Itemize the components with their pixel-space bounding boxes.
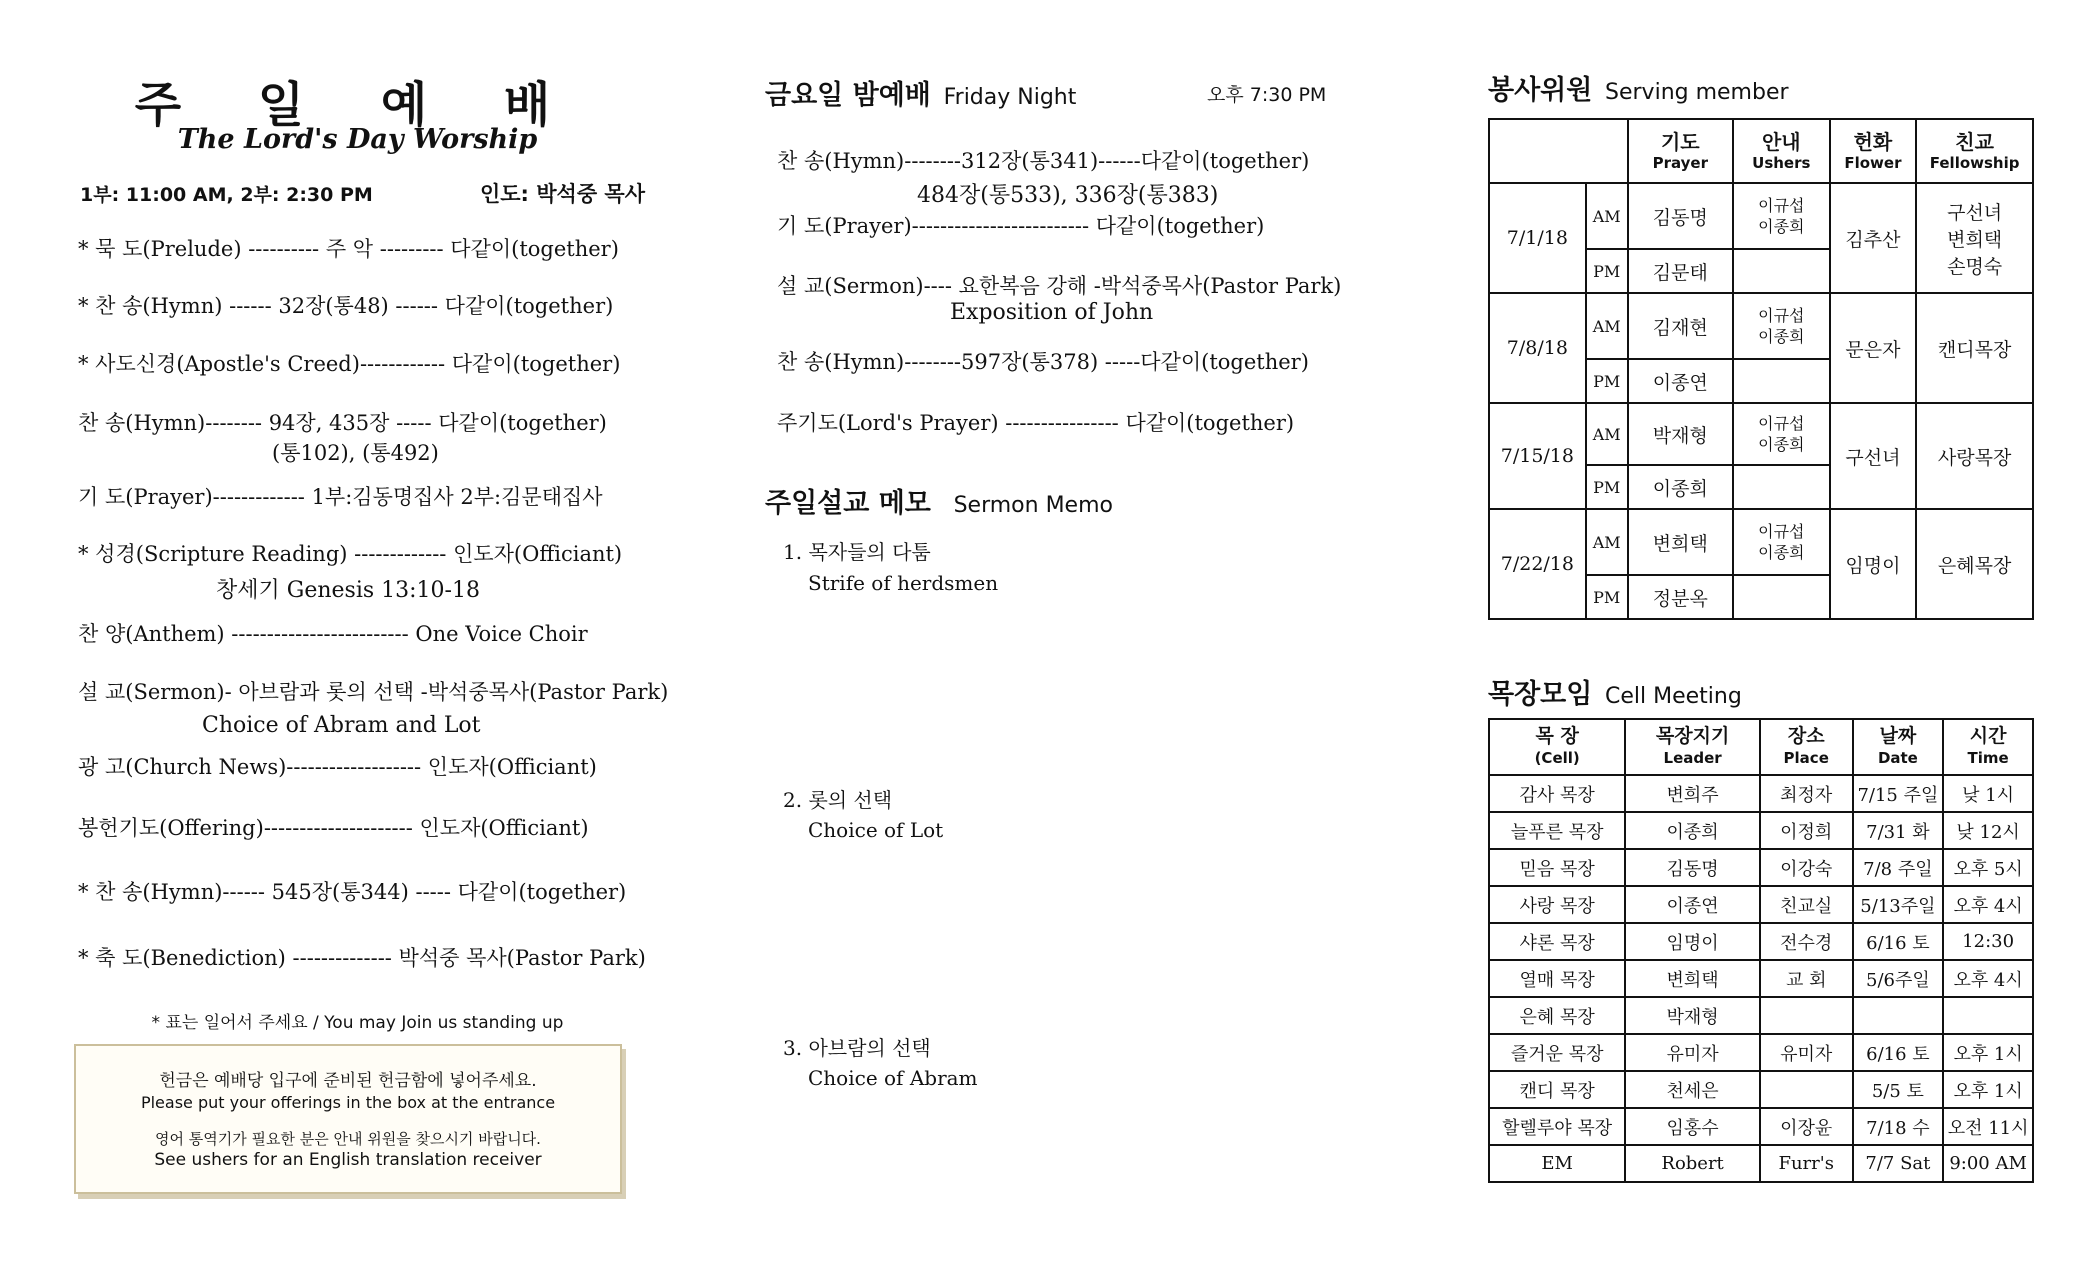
order-item-creed: * 사도신경(Apostle's Creed)------------ 다같이(together) (78, 352, 621, 376)
pm-label: PM (1586, 575, 1628, 619)
table-row: 늘푸른 목장 이종희 이정희 7/31 화 낮 12시 (1489, 812, 2033, 849)
cell-title: 목장모임 (1488, 679, 1593, 710)
am-prayer: 김재현 (1628, 293, 1733, 359)
friday-title: 금요일 밤예배 (765, 80, 931, 111)
am-label: AM (1586, 293, 1628, 359)
serving-title: 봉사위원 (1488, 75, 1593, 106)
cell-heading (1488, 672, 1742, 711)
friday-sermon-en: Exposition of John (950, 300, 1154, 325)
pm-ushers-empty (1733, 465, 1830, 509)
pm-prayer: 김문태 (1628, 249, 1733, 293)
service-leader: 인도: 박석중 목사 (479, 182, 645, 206)
scripture-passage: 창세기 Genesis 13:10-18 (216, 578, 480, 603)
memo-item-1: 1. 목자들의 다툼 (783, 540, 931, 564)
offering-notice-box (74, 1044, 622, 1194)
cell-title-en: Cell Meeting (1605, 684, 1742, 709)
table-row: 열매 목장 변희택 교 회 5/6주일 오후 4시 (1489, 960, 2033, 997)
cell-header-row (1489, 719, 2033, 775)
table-row: 즐거운 목장 유미자 유미자 6/16 토 오후 1시 (1489, 1034, 2033, 1071)
serving-members-table (1488, 118, 2034, 620)
order-item-prelude: * 묵 도(Prelude) ---------- 주 악 --------- 다같이(together) (78, 237, 619, 261)
memo-heading (765, 481, 1113, 520)
order-item-scripture: * 성경(Scripture Reading) ------------- 인도자(Officiant) (78, 542, 623, 566)
order-item-news: 광 고(Church News)------------------- 인도자(Officiant) (78, 755, 597, 779)
serving-header-ushers: 안내 Ushers (1733, 119, 1830, 183)
cell-header-time: 시간 Time (1943, 719, 2033, 775)
translation-notice-ko: 영어 통역기가 필요한 분은 안내 위원을 찾으시기 바랍니다. (155, 1130, 541, 1148)
serving-row-am (1489, 293, 2033, 359)
order-item-anthem: 찬 양(Anthem) ------------------------- One Voice Choir (78, 622, 588, 646)
order-item-hymn-2: 찬 송(Hymn)-------- 94장, 435장 ----- 다같이(together) (78, 411, 607, 435)
table-row: 샤론 목장 임명이 전수경 6/16 토 12:30 (1489, 923, 2033, 960)
cell-header-date: 날짜 Date (1853, 719, 1944, 775)
am-label: AM (1586, 509, 1628, 575)
flower: 임명이 (1830, 509, 1917, 619)
pm-label: PM (1586, 249, 1628, 293)
ushers: 이규섭 이종희 (1733, 293, 1830, 359)
table-row: 캔디 목장 천세은 5/5 토 오후 1시 (1489, 1071, 2033, 1108)
fellowship: 캔디목장 (1916, 293, 2033, 403)
am-prayer: 박재형 (1628, 403, 1733, 465)
standing-note: * 표는 일어서 주세요 / You may Join us standing up (151, 1013, 564, 1033)
page-subtitle: The Lord's Day Worship (177, 124, 538, 155)
pm-prayer: 이종연 (1628, 359, 1733, 403)
serving-date: 7/1/18 (1489, 183, 1586, 293)
serving-header-row (1489, 119, 2033, 183)
friday-sermon: 설 교(Sermon)---- 요한복음 강해 -박석중목사(Pastor Park) (777, 274, 1342, 298)
cell-header-place: 장소 Place (1760, 719, 1853, 775)
fellowship: 구선녀 변희택 손명숙 (1916, 183, 2033, 293)
offering-notice-en: Please put your offerings in the box at the entrance (140, 1093, 556, 1112)
fellowship: 은혜목장 (1916, 509, 2033, 619)
table-row: 은혜 목장 박재형 (1489, 997, 2033, 1034)
friday-lords-prayer: 주기도(Lord's Prayer) ---------------- 다같이(together) (777, 411, 1295, 435)
ushers: 이규섭 이종희 (1733, 183, 1830, 249)
order-item-prayer: 기 도(Prayer)------------- 1부:김동명집사 2부:김문태집사 (78, 485, 603, 509)
friday-title-en: Friday Night (943, 85, 1077, 110)
page-title: 주 일 예 배 (134, 77, 581, 133)
serving-header-fellowship: 친교 Fellowship (1916, 119, 2033, 183)
friday-time: 오후 7:30 PM (1207, 84, 1327, 106)
table-row: 사랑 목장 이종연 친교실 5/13주일 오후 4시 (1489, 886, 2033, 923)
sermon-title-en: Choice of Abram and Lot (202, 713, 481, 738)
flower: 문은자 (1830, 293, 1917, 403)
order-item-hymn-1: * 찬 송(Hymn) ------ 32장(통48) ------ 다같이(together) (78, 294, 614, 318)
friday-hymn-1-alt: 484장(통533), 336장(통383) (917, 183, 1219, 208)
memo-item-3-en: Choice of Abram (808, 1066, 978, 1090)
table-row: 할렐루야 목장 임홍수 이장윤 7/18 수 오전 11시 (1489, 1108, 2033, 1145)
offering-notice-ko: 헌금은 예배당 입구에 준비된 헌금함에 넣어주세요. (159, 1071, 537, 1091)
order-item-offering: 봉헌기도(Offering)--------------------- 인도자(Officiant) (78, 816, 589, 840)
serving-heading (1488, 68, 1789, 107)
serving-header-flower: 헌화 Flower (1830, 119, 1917, 183)
cell-header-leader: 목장지기 Leader (1625, 719, 1759, 775)
am-label: AM (1586, 403, 1628, 465)
table-row: 감사 목장 변희주 최정자 7/15 주일 낮 1시 (1489, 775, 2033, 812)
am-label: AM (1586, 183, 1628, 249)
pm-ushers-empty (1733, 359, 1830, 403)
serving-title-en: Serving member (1605, 80, 1789, 105)
serving-row-am (1489, 183, 2033, 249)
pm-label: PM (1586, 465, 1628, 509)
serving-row-am (1489, 509, 2033, 575)
friday-heading (765, 73, 1076, 112)
memo-item-2-en: Choice of Lot (808, 818, 944, 842)
pm-prayer: 정분옥 (1628, 575, 1733, 619)
cell-meeting-table (1488, 718, 2034, 1183)
flower: 김추산 (1830, 183, 1917, 293)
service-times: 1부: 11:00 AM, 2부: 2:30 PM (80, 184, 373, 206)
table-row: 믿음 목장 김동명 이강숙 7/8 주일 오후 5시 (1489, 849, 2033, 886)
memo-item-3: 3. 아브람의 선택 (783, 1036, 931, 1060)
friday-hymn-2: 찬 송(Hymn)--------597장(통378) -----다같이(together) (777, 350, 1309, 374)
ushers: 이규섭 이종희 (1733, 403, 1830, 465)
serving-date: 7/22/18 (1489, 509, 1586, 619)
serving-header-blank (1489, 119, 1628, 183)
pm-prayer: 이종희 (1628, 465, 1733, 509)
flower: 구선녀 (1830, 403, 1917, 509)
friday-prayer: 기 도(Prayer)------------------------- 다같이(together) (777, 214, 1265, 238)
serving-row-am (1489, 403, 2033, 465)
serving-date: 7/8/18 (1489, 293, 1586, 403)
pm-ushers-empty (1733, 575, 1830, 619)
pm-label: PM (1586, 359, 1628, 403)
memo-title-en: Sermon Memo (953, 493, 1113, 518)
ushers: 이규섭 이종희 (1733, 509, 1830, 575)
fellowship: 사랑목장 (1916, 403, 2033, 509)
translation-notice-en: See ushers for an English translation receiver (154, 1150, 542, 1170)
am-prayer: 변희택 (1628, 509, 1733, 575)
pm-ushers-empty (1733, 249, 1830, 293)
memo-item-1-en: Strife of herdsmen (808, 571, 999, 595)
order-item-hymn-2-alt: (통102), (통492) (272, 441, 439, 465)
serving-header-prayer: 기도 Prayer (1628, 119, 1733, 183)
order-item-hymn-3: * 찬 송(Hymn)------ 545장(통344) ----- 다같이(together) (78, 880, 627, 904)
cell-header-cell: 목 장 (Cell) (1489, 719, 1625, 775)
serving-date: 7/15/18 (1489, 403, 1586, 509)
order-item-benediction: * 축 도(Benediction) -------------- 박석중 목사(Pastor Park) (78, 946, 646, 970)
friday-hymn-1: 찬 송(Hymn)--------312장(통341)------다같이(together) (777, 149, 1310, 173)
memo-title: 주일설교 메모 (765, 488, 931, 519)
am-prayer: 김동명 (1628, 183, 1733, 249)
memo-item-2: 2. 롯의 선택 (783, 788, 893, 812)
table-row: EM Robert Furr's 7/7 Sat 9:00 AM (1489, 1145, 2033, 1182)
order-item-sermon: 설 교(Sermon)- 아브람과 롯의 선택 -박석중목사(Pastor Park) (78, 680, 669, 704)
